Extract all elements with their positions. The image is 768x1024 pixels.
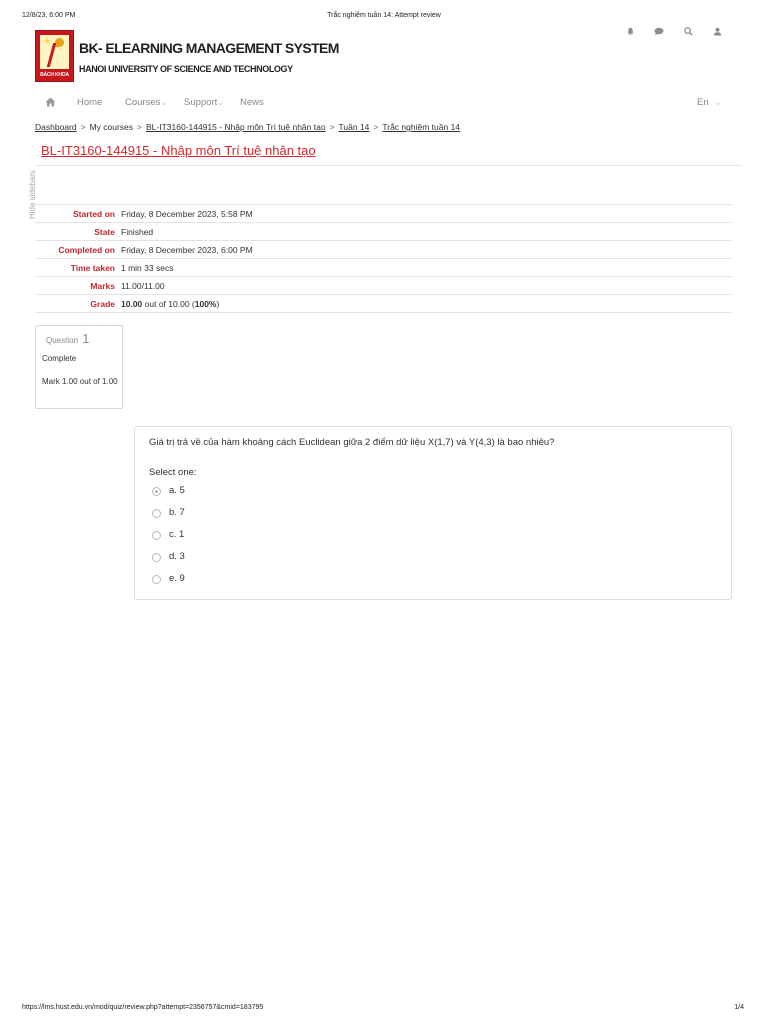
breadcrumb-course[interactable]: BL-IT3160-144915 - Nhập môn Trí tuệ nhân tạo xyxy=(146,122,326,132)
grade-percent: 100% xyxy=(194,298,217,309)
radio-button[interactable] xyxy=(152,531,161,540)
attempt-summary-table xyxy=(35,204,732,313)
logo-text: BÁCH KHOA xyxy=(40,72,69,78)
question-number-value: 1 xyxy=(82,331,90,346)
site-name[interactable]: BK- ELEARNING MANAGEMENT SYSTEM xyxy=(79,40,339,56)
question-state: Complete xyxy=(42,354,77,363)
summary-label: Grade xyxy=(90,298,115,309)
print-footer xyxy=(0,1004,768,1016)
summary-row-grade xyxy=(35,295,732,313)
answer-label: d. 3 xyxy=(169,551,185,562)
grade-score: 10.00 xyxy=(121,298,143,309)
breadcrumb-quiz[interactable]: Trắc nghiệm tuần 14 xyxy=(382,122,461,132)
breadcrumb-separator: > xyxy=(329,122,335,132)
university-logo[interactable] xyxy=(35,30,74,82)
site-subtitle: HANOI UNIVERSITY OF SCIENCE AND TECHNOLOGY xyxy=(79,64,293,74)
search-icon[interactable] xyxy=(682,27,694,38)
summary-label: Marks xyxy=(90,280,115,291)
grade-value xyxy=(121,295,732,313)
radio-button[interactable] xyxy=(152,487,161,496)
answer-label: e. 9 xyxy=(169,573,185,584)
breadcrumb-separator: > xyxy=(373,122,379,132)
nav-home[interactable]: Home xyxy=(77,97,103,108)
summary-value: Finished xyxy=(121,226,154,237)
radio-button[interactable] xyxy=(152,509,161,518)
summary-label: Time taken xyxy=(70,262,115,273)
breadcrumb-my-courses: My courses xyxy=(89,122,134,132)
question-number xyxy=(46,331,90,346)
print-page-number: 1/4 xyxy=(734,1004,744,1011)
print-date: 12/8/23, 6:00 PM xyxy=(22,12,76,19)
summary-label: State xyxy=(94,226,115,237)
question-text: Giá trị trả về của hàm khoảng cách Euclidean giữa 2 điểm dữ liệu X(1,7) và Y(4,3) là bao nhiêu? xyxy=(149,437,555,448)
question-content xyxy=(134,426,732,600)
logo-emblem xyxy=(40,35,69,69)
chat-icon[interactable] xyxy=(653,27,665,38)
breadcrumb-separator: > xyxy=(80,122,86,132)
home-icon[interactable] xyxy=(45,97,56,110)
answer-label: b. 7 xyxy=(169,507,185,518)
summary-row xyxy=(35,277,732,295)
summary-value: 11.00/11.00 xyxy=(121,280,165,291)
summary-value: 1 min 33 secs xyxy=(121,262,174,273)
summary-value: Friday, 8 December 2023, 5:58 PM xyxy=(121,208,253,219)
chevron-down-icon: ⌵ xyxy=(218,101,223,107)
breadcrumb-separator: > xyxy=(137,122,142,132)
print-header xyxy=(0,12,768,24)
summary-label: Completed on xyxy=(58,244,115,255)
language-label: En xyxy=(697,97,709,108)
nav-news[interactable]: News xyxy=(240,97,264,108)
grade-close: ) xyxy=(216,298,220,309)
summary-row xyxy=(35,241,732,259)
torch-icon xyxy=(47,43,61,67)
grade-out-of: out of 10.00 ( xyxy=(142,298,195,309)
user-icon[interactable] xyxy=(711,27,723,38)
bell-icon[interactable] xyxy=(624,27,636,38)
summary-row xyxy=(35,223,732,241)
answer-prompt: Select one: xyxy=(149,467,197,478)
breadcrumb xyxy=(35,122,460,132)
chevron-down-icon: ⌵ xyxy=(715,101,721,107)
summary-row xyxy=(35,259,732,277)
question-mark: Mark 1.00 out of 1.00 xyxy=(42,377,118,386)
question-label: Question xyxy=(46,336,79,345)
nav-support[interactable] xyxy=(184,97,223,108)
chevron-down-icon: ⌵ xyxy=(161,101,166,107)
summary-row xyxy=(35,205,732,223)
course-title-link[interactable]: BL-IT3160-144915 - Nhập môn Trí tuệ nhân tạo xyxy=(41,143,316,158)
nav-courses[interactable] xyxy=(125,97,166,108)
question-info-box xyxy=(35,325,123,409)
summary-label: Started on xyxy=(72,208,115,219)
nav-support-label: Support xyxy=(184,97,218,108)
radio-button[interactable] xyxy=(152,575,161,584)
main-navbar xyxy=(35,96,735,112)
print-url: https://lms.hust.edu.vn/mod/quiz/review.php?attempt=2356757&cmid=183795 xyxy=(22,1004,264,1011)
summary-value: Friday, 8 December 2023, 6:00 PM xyxy=(121,244,253,255)
answer-label: a. 5 xyxy=(169,485,185,496)
print-title: Trắc nghiệm tuần 14: Attempt review xyxy=(327,12,441,19)
hide-sidebars-label: Hide sidebars xyxy=(28,170,37,219)
answer-label: c. 1 xyxy=(169,529,185,540)
nav-courses-label: Courses xyxy=(125,97,161,108)
star-icon: ★ xyxy=(43,36,52,46)
breadcrumb-week[interactable]: Tuần 14 xyxy=(338,122,370,132)
breadcrumb-dashboard[interactable]: Dashboard xyxy=(35,122,77,132)
divider xyxy=(35,165,742,166)
language-menu[interactable] xyxy=(697,97,720,108)
top-icons xyxy=(620,27,730,39)
radio-button[interactable] xyxy=(152,553,161,562)
